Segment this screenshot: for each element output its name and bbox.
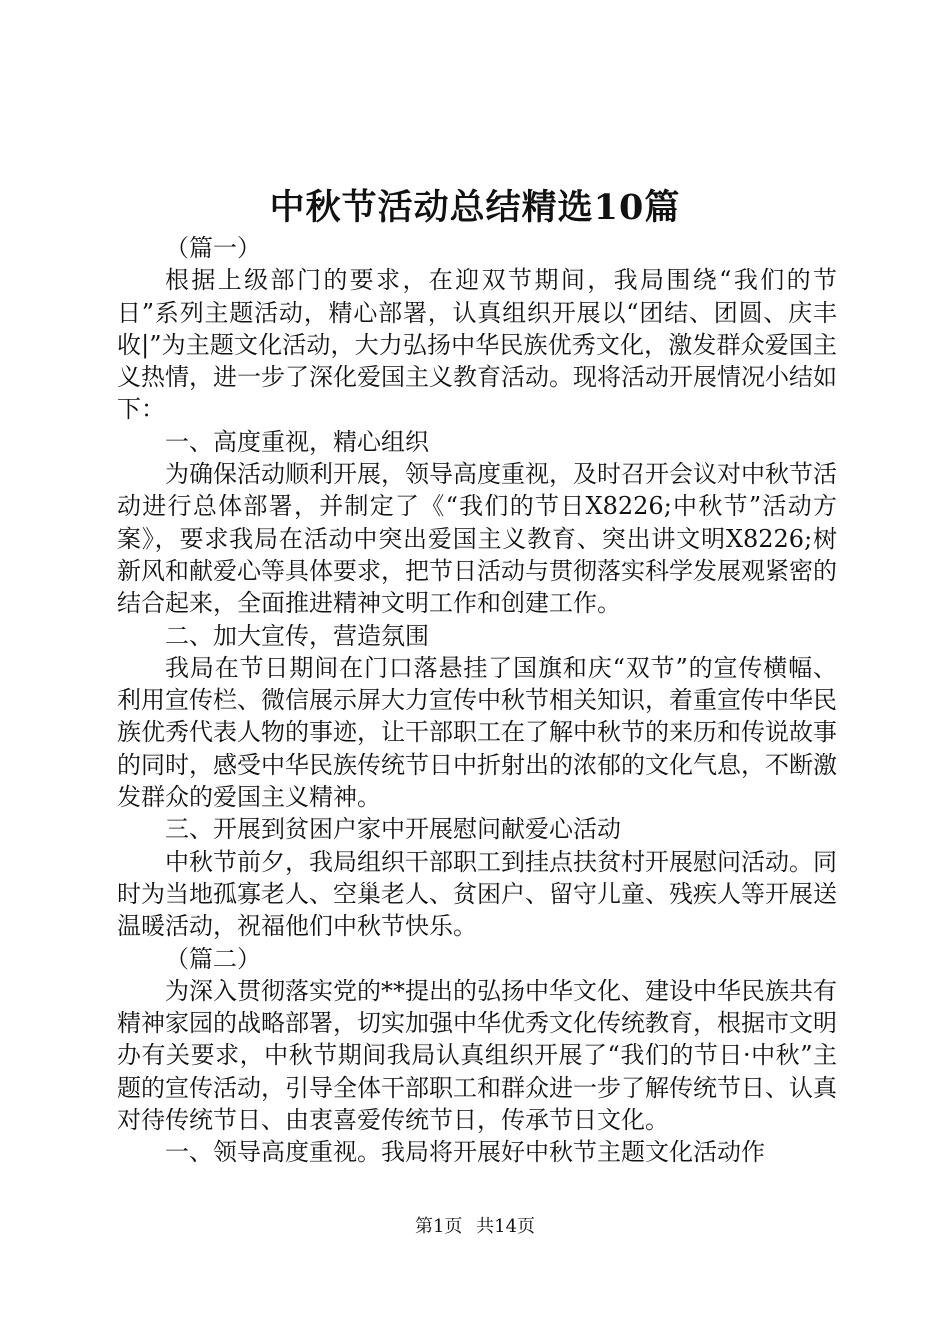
paragraph: 根据上级部门的要求，在迎双节期间，我局围绕“我们的节日”系列主题活动，精心部署，认真组织开展以“团结、团圆、庆丰收|”为主题文化活动，大力弘扬中华民族优秀文化，激发群众爱国主义热情，进一步了深化爱国主义教育活动。现将活动开展情况小结如下： [117,266,837,424]
document-body [117,232,837,1169]
paragraph: 为确保活动顺利开展，领导高度重视，及时召开会议对中秋节活动进行总体部署，并制定了《“我们的节日X8226;中秋节”活动方案》，要求我局在活动中突出爱国主义教育、突出讲文明X8226;树新风和献爱心等具体要求，把节日活动与贯彻落实科学发展观紧密的结合起来，全面推进精神文明工作和创建工作。 [117,460,837,618]
paragraph: 中秋节前夕，我局组织干部职工到挂点扶贫村开展慰问活动。同时为当地孤寡老人、空巢老人、贫困户、留守儿童、残疾人等开展送温暖活动，祝福他们中秋节快乐。 [117,847,837,941]
page-total: 共14页 [476,1216,536,1237]
paragraph: 为深入贯彻落实党的**提出的弘扬中华文化、建设中华民族共有精神家园的战略部署，切实加强中华优秀文化传统教育，根据市文明办有关要求，中秋节期间我局认真组织开展了“我们的节日·中秋”主题的宣传活动，引导全体干部职工和群众进一步了解传统节日、认真对待传统节日、由衷喜爱传统节日，传承节日文化。 [117,976,837,1135]
subheading: 三、开展到贫困户家中开展慰问献爱心活动 [165,815,621,844]
paragraph: 我局在节日期间在门口落悬挂了国旗和庆“双节”的宣传横幅、利用宣传栏、微信展示屏大力宣传中秋节相关知识，着重宣传中华民族优秀代表人物的事迹，让干部职工在了解中秋节的来历和传说故事的同时，感受中华民族传统节日中折射出的浓郁的文化气息，不断激发群众的爱国主义精神。 [117,653,837,812]
section-heading-2: （篇二） [165,944,261,973]
subheading: 二、加大宣传，营造氛围 [165,621,429,650]
subheading: 一、高度重视，精心组织 [165,427,429,456]
paragraph: 一、领导高度重视。我局将开展好中秋节主题文化活动作 [165,1138,765,1167]
document-title: 中秋节活动总结精选10篇 [269,187,681,228]
section-heading-1: （篇一） [165,234,261,262]
page-footer [0,1215,950,1239]
page-number: 第1页 [414,1216,463,1237]
